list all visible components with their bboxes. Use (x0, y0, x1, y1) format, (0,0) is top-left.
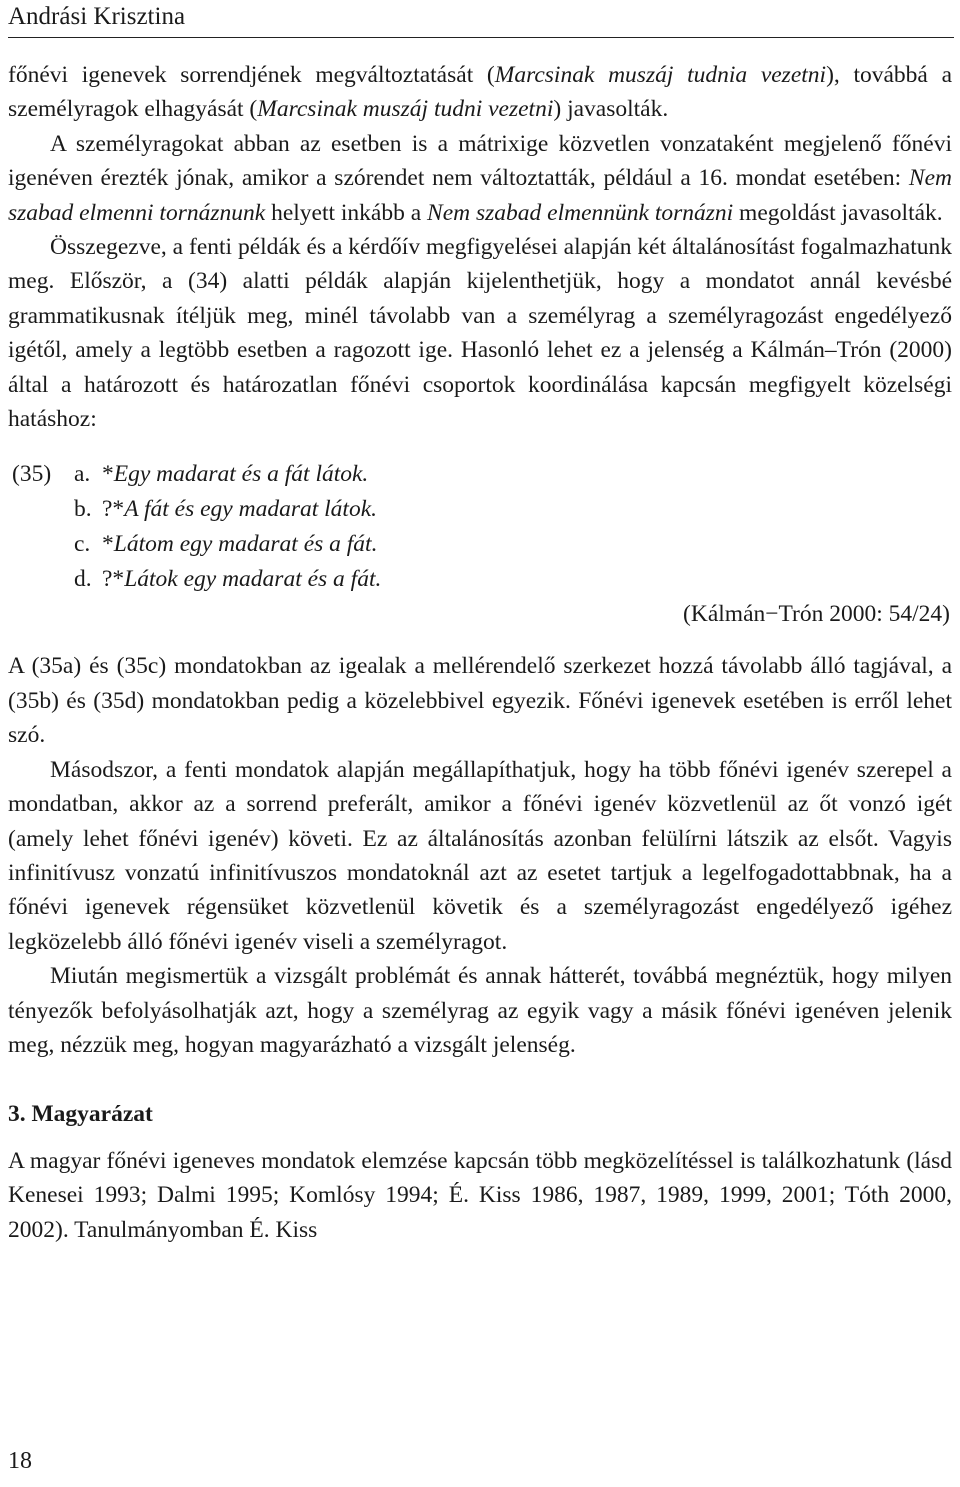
example-number (8, 492, 74, 527)
page-number: 18 (8, 1448, 32, 1474)
paragraph-text: főnévi igenevek sorrendjének megváltoztatását ( (8, 62, 495, 88)
italic-example-text: Nem szabad elmennünk tornázni (427, 199, 734, 226)
paragraphs-before (8, 58, 952, 436)
italic-example-text: Nem szabad elmenni tornáznunk (8, 165, 952, 226)
header-rule (8, 37, 954, 38)
paragraph-text: ) javasolták. (553, 96, 669, 123)
example-sentence: A fát és egy madarat látok. (124, 496, 377, 523)
running-head: Andrási Krisztina (8, 3, 186, 30)
italic-example-text: Marcsinak muszáj tudnia vezetni (494, 62, 827, 88)
paragraph-text: megoldást javasolták. (733, 199, 943, 226)
example-item (8, 527, 952, 562)
body-paragraph (8, 230, 952, 436)
paragraph-text: A (35a) és (35c) mondatokban az igealak a mellérendelő szerkezet hozzá távolabb álló tagjával, a (35b) és (35d) mondatokban pedig a közelebbivel egyezik. Főnévi igenevek esetében is erről lehet szó. (8, 653, 952, 749)
example-citation: (Kálmán−Trón 2000: 54/24) (683, 601, 950, 628)
paragraph-text: ), továbbá a személyragok elhagyását ( (8, 62, 952, 123)
italic-example-text: Marcsinak muszáj tudni vezetni (257, 96, 554, 123)
page-body (8, 58, 952, 1247)
example-letter: b. (74, 496, 92, 523)
example-letter: a. (74, 461, 91, 488)
paragraph-text: Összegezve, a fenti példák és a kérdőív megfigyelései alapján két általánosítást fogalmazhatunk meg. Először, a (34) alatti példák alapján kijelenthetjük, hogy a mondatot annál kevésbé grammatikusnak ítéljük meg, minél távolabb van a személyrag a személyragozást engedélyező igétől, amely a legtöbb esetben a ragozott ige. Hasonló lehet ez a jelenség a Kálmán–Trón (2000) által a határozott és határozatlan főnévi csoportok koordinálása kapcsán megfigyelt közelségi hatáshoz: (8, 234, 952, 433)
section-heading: 3. Magyarázat (8, 1101, 153, 1128)
example-item (8, 457, 952, 492)
grammaticality-mark: * (102, 531, 114, 558)
body-paragraph (8, 127, 952, 230)
example-number: (35) (12, 461, 52, 488)
section-paragraph: A magyar főnévi igeneves mondatok elemzése kapcsán több megközelítéssel is találkozhatunk (lásd Kenesei 1993; Dalmi 1995; Komlósy 1994; É. Kiss 1986, 1987, 1989, 1999, 2001; Tóth 2000, 2002). Tanulmányomban É. Kiss (8, 1147, 952, 1243)
body-paragraph (8, 753, 952, 959)
example-number (8, 562, 74, 597)
paragraph-text: A személyragokat abban az esetben is a mátrixige közvetlen vonzataként megjelenő főnévi igenéven érezték jónak, amikor a szórendet nem változtatták, például a 16. mondat esetében: (8, 130, 952, 192)
example-letter: d. (74, 566, 92, 593)
example-sentence: Látok egy madarat és a fát. (124, 566, 382, 593)
grammaticality-mark: ?* (102, 566, 125, 593)
paragraph-text: Miután megismertük a vizsgált problémát és annak hátterét, továbbá megnéztük, hogy milyen tényezők befolyásolhatják azt, hogy a személyrag az egyik vagy a másik főnévi igenéven jelenik meg, nézzük meg, hogyan magyarázható a vizsgált jelenség. (8, 963, 952, 1058)
body-paragraph (8, 649, 952, 752)
example-sentence: Egy madarat és a fát látok. (113, 461, 369, 488)
example-list (8, 457, 952, 597)
example-item (8, 492, 952, 527)
grammaticality-mark: ?* (102, 496, 125, 523)
example-letter: c. (74, 531, 91, 558)
body-paragraph (8, 58, 952, 127)
example-number (8, 527, 74, 562)
paragraph-text: helyett inkább a (265, 199, 428, 226)
body-paragraph (8, 959, 952, 1062)
example-item (8, 562, 952, 597)
grammaticality-mark: * (102, 461, 114, 488)
paragraphs-after (8, 649, 952, 1062)
example-sentence: Látom egy madarat és a fát. (113, 531, 378, 558)
paragraph-text: Másodszor, a fenti mondatok alapján megállapíthatjuk, hogy ha több főnévi igenév szerepel a mondatban, akkor az a sorrend preferált, amikor a főnévi igenév közvetlenül az őt vonzó igét (amely lehet főnévi igenév) követi. Ez az általánosítás azonban felülírni látszik az elsőt. Vagyis infinitívusz vonzatú infinitívuszos mondatoknál azt az esetet tartjuk a legelfogadottabbnak, ha a főnévi igenevek régensüket közvetlenül követik és a személyragozást engedélyező igéhez legközelebb álló főnévi igenév viseli a személyragot. (8, 756, 952, 955)
